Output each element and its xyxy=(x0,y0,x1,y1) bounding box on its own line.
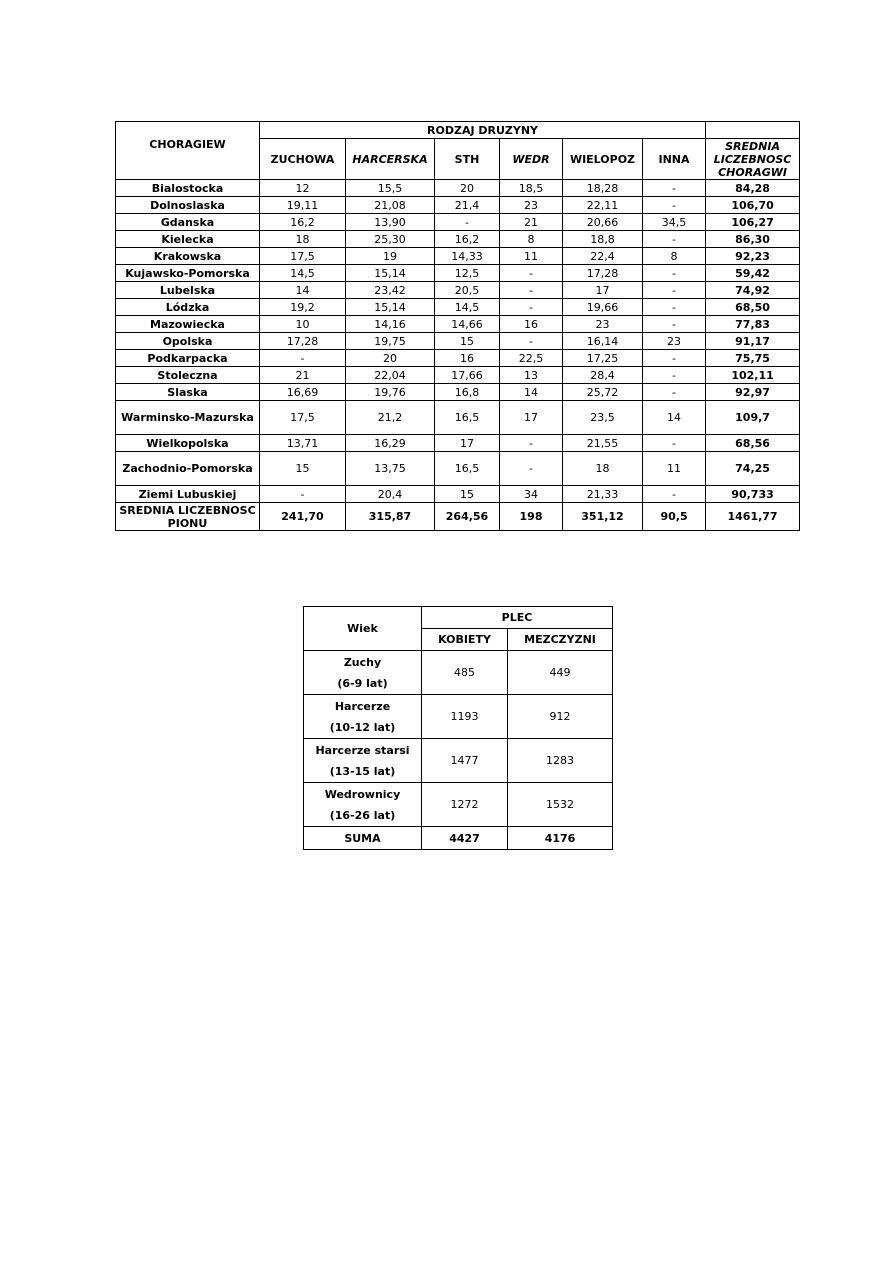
value-cell: 21 xyxy=(260,367,346,384)
average-cell: 68,56 xyxy=(706,435,800,452)
kobiety-cell: 1477 xyxy=(422,739,508,783)
header-kobiety: KOBIETY xyxy=(422,629,508,651)
age-range: (10-12 lat) xyxy=(329,720,396,734)
value-cell: 19,11 xyxy=(260,197,346,214)
average-cell: 92,23 xyxy=(706,248,800,265)
value-cell: 22,04 xyxy=(346,367,435,384)
value-cell: 16,5 xyxy=(435,401,500,435)
value-cell: 14 xyxy=(260,282,346,299)
value-cell: 8 xyxy=(500,231,563,248)
value-cell: 15 xyxy=(260,452,346,486)
value-cell: 15,5 xyxy=(346,180,435,197)
value-cell: 11 xyxy=(500,248,563,265)
value-cell: 13 xyxy=(500,367,563,384)
header-mezczyzni: MEZCZYZNI xyxy=(508,629,613,651)
value-cell: 22,11 xyxy=(563,197,643,214)
value-cell: 17,28 xyxy=(563,265,643,282)
average-cell: 90,733 xyxy=(706,486,800,503)
table-row xyxy=(116,282,800,299)
total-value-cell: 264,56 xyxy=(435,503,500,531)
table-row xyxy=(116,350,800,367)
table-row xyxy=(116,486,800,503)
value-cell: 16,5 xyxy=(435,452,500,486)
value-cell: - xyxy=(500,452,563,486)
total-value-cell: 315,87 xyxy=(346,503,435,531)
table-row xyxy=(116,265,800,282)
age-group-cell xyxy=(304,739,422,783)
age-group-label: Harcerze xyxy=(334,699,391,713)
value-cell: 20,5 xyxy=(435,282,500,299)
header-zuchowa: ZUCHOWA xyxy=(260,139,346,180)
value-cell: 15,14 xyxy=(346,299,435,316)
value-cell: 28,4 xyxy=(563,367,643,384)
value-cell: - xyxy=(643,180,706,197)
value-cell: 22,4 xyxy=(563,248,643,265)
table-row xyxy=(304,651,613,695)
value-cell: - xyxy=(643,265,706,282)
value-cell: 21,08 xyxy=(346,197,435,214)
table-row xyxy=(116,367,800,384)
value-cell: 18 xyxy=(563,452,643,486)
value-cell: 16,8 xyxy=(435,384,500,401)
value-cell: 12 xyxy=(260,180,346,197)
value-cell: 21,33 xyxy=(563,486,643,503)
choragiew-name: Mazowiecka xyxy=(116,316,260,333)
value-cell: 10 xyxy=(260,316,346,333)
header-blank xyxy=(706,122,800,139)
average-cell: 59,42 xyxy=(706,265,800,282)
value-cell: - xyxy=(500,299,563,316)
average-cell: 77,83 xyxy=(706,316,800,333)
value-cell: 20 xyxy=(435,180,500,197)
table-row xyxy=(116,299,800,316)
table-row xyxy=(304,783,613,827)
choragiew-name: Wielkopolska xyxy=(116,435,260,452)
average-cell: 109,7 xyxy=(706,401,800,435)
value-cell: 14,33 xyxy=(435,248,500,265)
value-cell: 18,8 xyxy=(563,231,643,248)
choragiew-name: Kielecka xyxy=(116,231,260,248)
header-srednia: SREDNIA LICZEBNOSC CHORAGWI xyxy=(706,139,800,180)
plec-table-body xyxy=(304,651,613,850)
value-cell: 19,66 xyxy=(563,299,643,316)
kobiety-cell: 1272 xyxy=(422,783,508,827)
value-cell: - xyxy=(643,197,706,214)
value-cell: - xyxy=(643,350,706,367)
value-cell: 25,72 xyxy=(563,384,643,401)
age-group-label: Wedrownicy xyxy=(324,787,401,801)
value-cell: - xyxy=(643,231,706,248)
age-range: (16-26 lat) xyxy=(329,808,396,822)
choragiew-name: Opolska xyxy=(116,333,260,350)
value-cell: 14,16 xyxy=(346,316,435,333)
choragiew-name: Dolnoslaska xyxy=(116,197,260,214)
value-cell: 21 xyxy=(500,214,563,231)
value-cell: 23,42 xyxy=(346,282,435,299)
value-cell: 19 xyxy=(346,248,435,265)
total-value-cell: 198 xyxy=(500,503,563,531)
table-row xyxy=(116,384,800,401)
table-row xyxy=(116,248,800,265)
table-row xyxy=(116,316,800,333)
value-cell: - xyxy=(643,282,706,299)
value-cell: 14,5 xyxy=(435,299,500,316)
choragiew-name: Zachodnio-Pomorska xyxy=(116,452,260,486)
value-cell: 21,2 xyxy=(346,401,435,435)
choragiew-name: Ziemi Lubuskiej xyxy=(116,486,260,503)
value-cell: 20 xyxy=(346,350,435,367)
choragiew-name: Stoleczna xyxy=(116,367,260,384)
value-cell: 17,28 xyxy=(260,333,346,350)
choragiew-name: Lubelska xyxy=(116,282,260,299)
table-row xyxy=(116,452,800,486)
value-cell: 14,66 xyxy=(435,316,500,333)
choragiew-name: Slaska xyxy=(116,384,260,401)
value-cell: - xyxy=(643,299,706,316)
value-cell: 12,5 xyxy=(435,265,500,282)
header-rodzaj-druzyny: RODZAJ DRUZYNY xyxy=(260,122,706,139)
value-cell: 15 xyxy=(435,333,500,350)
table-row xyxy=(304,739,613,783)
table-row xyxy=(116,180,800,197)
value-cell: 25,30 xyxy=(346,231,435,248)
header-choragiew: CHORAGIEW xyxy=(116,122,260,180)
value-cell: 11 xyxy=(643,452,706,486)
value-cell: 17 xyxy=(563,282,643,299)
value-cell: 17 xyxy=(435,435,500,452)
average-cell: 91,17 xyxy=(706,333,800,350)
value-cell: - xyxy=(643,367,706,384)
age-group-cell xyxy=(304,783,422,827)
value-cell: - xyxy=(500,333,563,350)
age-group-label: Harcerze starsi xyxy=(315,743,410,757)
average-cell: 74,92 xyxy=(706,282,800,299)
average-cell: 68,50 xyxy=(706,299,800,316)
value-cell: 20,4 xyxy=(346,486,435,503)
sum-row xyxy=(304,827,613,850)
value-cell: 15 xyxy=(435,486,500,503)
sum-kobiety: 4427 xyxy=(422,827,508,850)
value-cell: - xyxy=(643,384,706,401)
value-cell: 17,25 xyxy=(563,350,643,367)
age-range: (13-15 lat) xyxy=(329,764,396,778)
value-cell: 17,5 xyxy=(260,248,346,265)
value-cell: 13,75 xyxy=(346,452,435,486)
value-cell: 16,14 xyxy=(563,333,643,350)
choragiew-name: Warminsko-Mazurska xyxy=(116,401,260,435)
value-cell: 19,75 xyxy=(346,333,435,350)
value-cell: 16 xyxy=(435,350,500,367)
average-cell: 102,11 xyxy=(706,367,800,384)
mezczyzni-cell: 1283 xyxy=(508,739,613,783)
value-cell: 23,5 xyxy=(563,401,643,435)
value-cell: 15,14 xyxy=(346,265,435,282)
total-value-cell: 241,70 xyxy=(260,503,346,531)
value-cell: 23 xyxy=(563,316,643,333)
table-row xyxy=(116,231,800,248)
value-cell: 22,5 xyxy=(500,350,563,367)
total-average-cell: 1461,77 xyxy=(706,503,800,531)
value-cell: 21,4 xyxy=(435,197,500,214)
druzyny-table-body xyxy=(116,180,800,531)
value-cell: 16,69 xyxy=(260,384,346,401)
value-cell: 13,71 xyxy=(260,435,346,452)
age-group-cell xyxy=(304,651,422,695)
choragiew-name: Bialostocka xyxy=(116,180,260,197)
druzyny-table xyxy=(115,121,800,531)
value-cell: 23 xyxy=(500,197,563,214)
value-cell: 14,5 xyxy=(260,265,346,282)
value-cell: - xyxy=(260,350,346,367)
average-cell: 84,28 xyxy=(706,180,800,197)
value-cell: 23 xyxy=(643,333,706,350)
value-cell: 13,90 xyxy=(346,214,435,231)
kobiety-cell: 485 xyxy=(422,651,508,695)
value-cell: 17,5 xyxy=(260,401,346,435)
value-cell: 19,2 xyxy=(260,299,346,316)
kobiety-cell: 1193 xyxy=(422,695,508,739)
value-cell: 16,29 xyxy=(346,435,435,452)
value-cell: - xyxy=(260,486,346,503)
total-row xyxy=(116,503,800,531)
value-cell: - xyxy=(500,265,563,282)
choragiew-name: Gdanska xyxy=(116,214,260,231)
value-cell: 18,28 xyxy=(563,180,643,197)
value-cell: 18,5 xyxy=(500,180,563,197)
value-cell: 8 xyxy=(643,248,706,265)
total-value-cell: 90,5 xyxy=(643,503,706,531)
mezczyzni-cell: 912 xyxy=(508,695,613,739)
header-wiek: Wiek xyxy=(304,607,422,651)
value-cell: - xyxy=(643,486,706,503)
header-inna: INNA xyxy=(643,139,706,180)
value-cell: 14 xyxy=(643,401,706,435)
value-cell: - xyxy=(643,316,706,333)
table-row xyxy=(116,435,800,452)
average-cell: 74,25 xyxy=(706,452,800,486)
total-value-cell: 351,12 xyxy=(563,503,643,531)
age-group-cell xyxy=(304,695,422,739)
plec-table xyxy=(303,606,613,850)
value-cell: 17,66 xyxy=(435,367,500,384)
value-cell: 16 xyxy=(500,316,563,333)
table-row xyxy=(116,333,800,350)
value-cell: 16,2 xyxy=(260,214,346,231)
header-harcerska: HARCERSKA xyxy=(346,139,435,180)
age-group-label: Zuchy xyxy=(343,655,382,669)
value-cell: - xyxy=(435,214,500,231)
value-cell: - xyxy=(500,282,563,299)
sum-label: SUMA xyxy=(304,827,422,850)
value-cell: 20,66 xyxy=(563,214,643,231)
value-cell: 34 xyxy=(500,486,563,503)
total-label: SREDNIA LICZEBNOSC PIONU xyxy=(116,503,260,531)
value-cell: 14 xyxy=(500,384,563,401)
value-cell: - xyxy=(500,435,563,452)
table-row xyxy=(116,214,800,231)
mezczyzni-cell: 1532 xyxy=(508,783,613,827)
choragiew-name: Kujawsko-Pomorska xyxy=(116,265,260,282)
value-cell: - xyxy=(643,435,706,452)
choragiew-name: Podkarpacka xyxy=(116,350,260,367)
choragiew-name: Lódzka xyxy=(116,299,260,316)
average-cell: 92,97 xyxy=(706,384,800,401)
mezczyzni-cell: 449 xyxy=(508,651,613,695)
value-cell: 19,76 xyxy=(346,384,435,401)
average-cell: 75,75 xyxy=(706,350,800,367)
header-wielopoz: WIELOPOZ xyxy=(563,139,643,180)
sum-mezczyzni: 4176 xyxy=(508,827,613,850)
value-cell: 18 xyxy=(260,231,346,248)
value-cell: 34,5 xyxy=(643,214,706,231)
table-row xyxy=(304,695,613,739)
average-cell: 106,27 xyxy=(706,214,800,231)
header-sth: STH xyxy=(435,139,500,180)
average-cell: 86,30 xyxy=(706,231,800,248)
average-cell: 106,70 xyxy=(706,197,800,214)
choragiew-name: Krakowska xyxy=(116,248,260,265)
value-cell: 21,55 xyxy=(563,435,643,452)
value-cell: 17 xyxy=(500,401,563,435)
value-cell: 16,2 xyxy=(435,231,500,248)
header-plec: PLEC xyxy=(422,607,613,629)
table-row xyxy=(116,197,800,214)
table-row xyxy=(116,401,800,435)
age-range: (6-9 lat) xyxy=(337,676,388,690)
header-wedr: WEDR xyxy=(500,139,563,180)
